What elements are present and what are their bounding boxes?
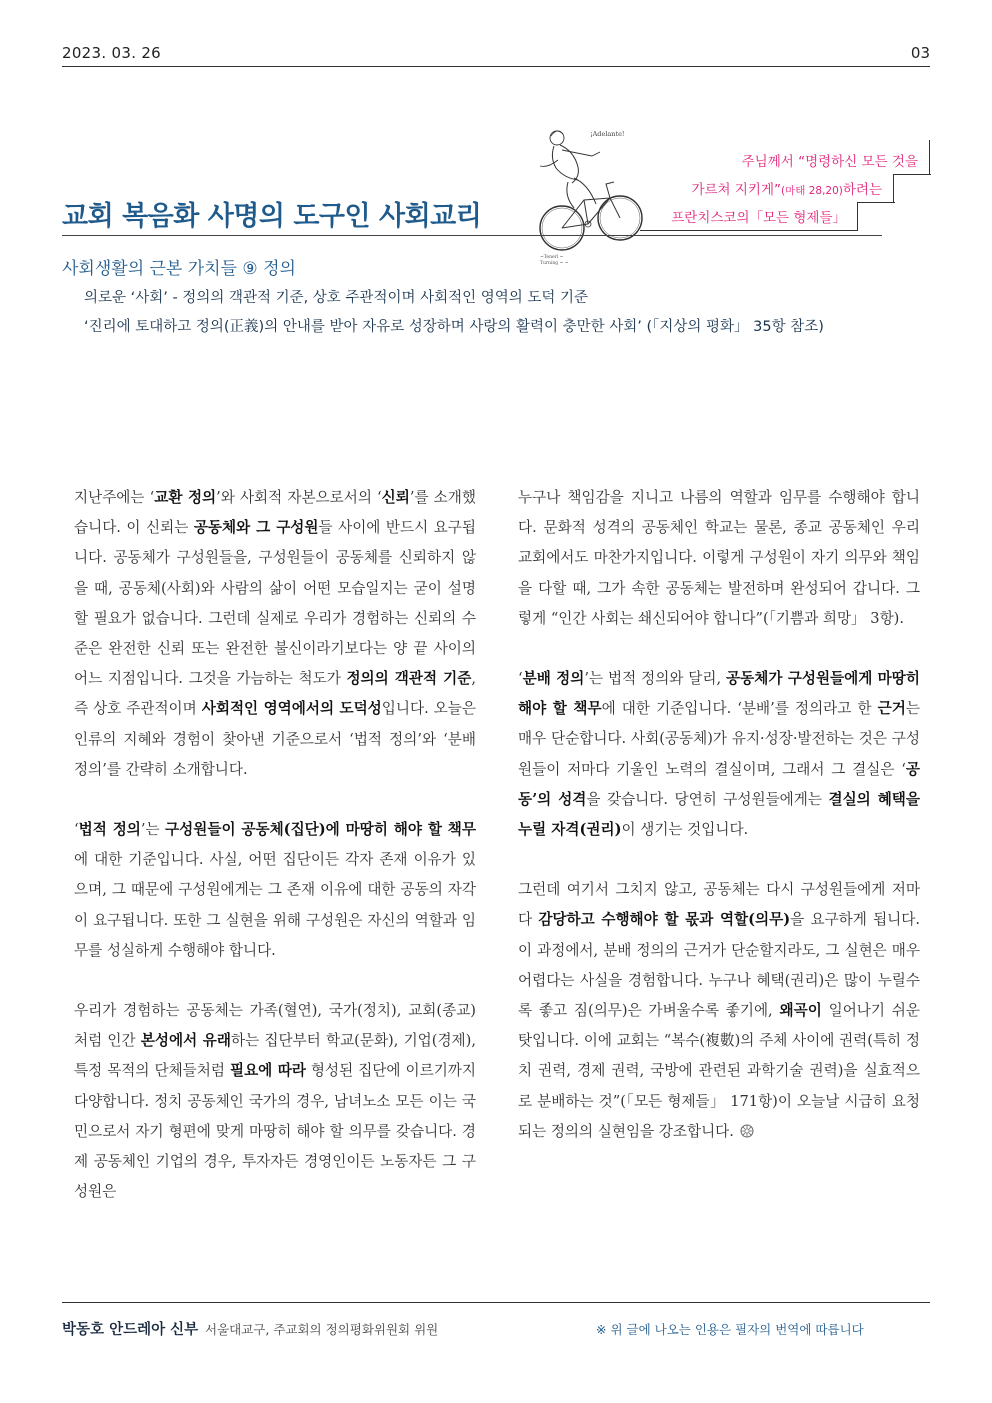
page-number: 03 — [910, 44, 930, 62]
title-divider — [62, 235, 882, 236]
bicycle-rider-illustration — [532, 120, 662, 270]
body-column-right — [518, 483, 920, 1177]
section-subtitle: 사회생활의 근본 가치들 ⑨ 정의 — [62, 259, 296, 279]
paragraph: ‘분배 정의’는 법적 정의와 달리, 공동체가 구성원들에게 마땅히 해야 할 책무에 대한 기준입니다. ‘분배’를 정의라고 한 근거는 매우 단순합니다. 사회(공동체)가 유지·성장·발전하는 것은 구성원들이 저마다 기울인 노력의 결실이며, 그래서 그 결실은 ‘공동’의 성격을 갖습니다. 당연히 구성원들에게는 결실의 혜택을 누릴 자격(권리)이 생기는 것입니다. — [518, 670, 920, 839]
body-column-left — [74, 483, 476, 1237]
citation-note: ※ 위 글에 나오는 인용은 필자의 번역에 따릅니다 — [596, 1322, 864, 1337]
end-mark-icon — [740, 1124, 754, 1138]
quote-frame-bottom — [640, 230, 858, 231]
issue-date: 2023. 03. 26 — [62, 44, 162, 62]
footer-divider — [62, 1302, 930, 1303]
paragraph: 누구나 책임감을 지니고 나름의 역할과 임무를 수행해야 합니다. 문화적 성격의 공동체인 학교는 물론, 종교 공동체인 우리 교회에서도 마찬가지입니다. 이렇게 구성원이 자기 의무와 책임을 다할 때, 그가 속한 공동체는 발전하며 완성되어 갑니다. 그렇게 “인간 사회는 쇄신되어야 합니다”(「기쁨과 희망」 3항). — [518, 489, 920, 627]
header-divider — [62, 66, 930, 67]
quote-frame-step-3 — [857, 202, 895, 231]
svg-text:~Tenerl ~: ~Tenerl ~ — [540, 255, 564, 260]
paragraph: 지난주에는 ‘교환 정의’와 사회적 자본으로서의 ‘신뢰’를 소개했습니다. 이 신뢰는 공동체와 그 구성원들 사이에 반드시 요구됩니다. 공동체가 구성원들을, 구성원들이 공동체를 신뢰하지 않을 때, 공동체(사회)와 사람의 삶이 어떤 모습일지는 굳이 설명할 필요가 없습니다. 그런데 실제로 우리가 경험하는 신뢰의 수준은 완전한 신뢰 또는 완전한 불신이라기보다는 양 끝 사이의 어느 지점입니다. 그것을 가늠하는 척도가 정의의 객관적 기준, 즉 상호 주관적이며 사회적인 영역에서의 도덕성입니다. 오늘은 인류의 지혜와 경험이 찾아낸 기준으로서 ‘법적 정의’와 ‘분배 정의’를 간략히 소개합니다. — [74, 489, 476, 778]
illustration-caption: ¡Adelante! — [590, 130, 625, 138]
subtitle-line-2: ‘진리에 토대하고 정의(正義)의 안내를 받아 자유로 성장하며 사랑의 활력이 충만한 사회’ (「지상의 평화」 35항 참조) — [84, 319, 824, 335]
quote-frame-step-1 — [929, 140, 930, 174]
paragraph: ‘법적 정의’는 구성원들이 공동체(집단)에 마땅히 해야 할 책무에 대한 기준입니다. 사실, 어떤 집단이든 각자 존재 이유가 있으며, 그 때문에 구성원에게는 그 존재 이유에 대한 공동의 자각이 요구됩니다. 또한 그 실현을 위해 구성원은 자신의 역할과 임무를 성실하게 수행해야 합니다. — [74, 821, 476, 959]
paragraph: 그런데 여기서 그치지 않고, 공동체는 다시 구성원들에게 저마다 감당하고 수행해야 할 몫과 역할(의무)을 요구하게 됩니다. 이 과정에서, 분배 정의의 근거가 단순할지라도, 그 실현은 매우 어렵다는 사실을 경험합니다. 누구나 혜택(권리)은 많이 누릴수록 좋고 짐(의무)은 가벼울수록 좋기에, 왜곡이 일어나기 쉬운 탓입니다. 이에 교회는 “복수(複數)의 주체 사이에 권력(특히 정치 권력, 경제 권력, 국방에 관련된 과학기술 권력)을 실효적으로 분배하는 것”(「모든 형제들」 171항)이 오늘날 시급히 요청되는 정의의 실현임을 강조합니다. — [518, 881, 921, 1140]
quote-line-2: 가르쳐 지키게”(마태 28,20)하려는 — [691, 182, 882, 198]
author-name: 박동호 안드레아 신부 — [62, 1322, 199, 1338]
author-role: 서울대교구, 주교회의 정의평화위원회 위원 — [205, 1322, 439, 1337]
quote-line-1: 주님께서 “명령하신 모든 것을 — [741, 154, 918, 170]
paragraph: 우리가 경험하는 공동체는 가족(혈연), 국가(정치), 교회(종교)처럼 인간 본성에서 유래하는 집단부터 학교(문화), 기업(경제), 특정 목적의 단체들처럼 필요에 따라 형성된 집단에 이르기까지 다양합니다. 정치 공동체인 국가의 경우, 남녀노소 모든 이는 국민으로서 자기 형편에 맞게 마땅히 해야 할 의무를 갖습니다. 경제 공동체인 기업의 경우, 투자자든 경영인이든 노동자든 그 구성원은 — [74, 1002, 476, 1201]
quote-line-3: 프란치스코의「모든 형제들」 — [671, 210, 846, 226]
subtitle-line-1: 의로운 ‘사회’ - 정의의 객관적 기준, 상호 주관적이며 사회적인 영역의 도덕 기준 — [84, 290, 588, 306]
quote-frame-step-2 — [893, 174, 931, 203]
page-title: 교회 복음화 사명의 도구인 사회교리 — [62, 201, 482, 232]
svg-text:Turning ~ ~: Turning ~ ~ — [540, 261, 569, 266]
